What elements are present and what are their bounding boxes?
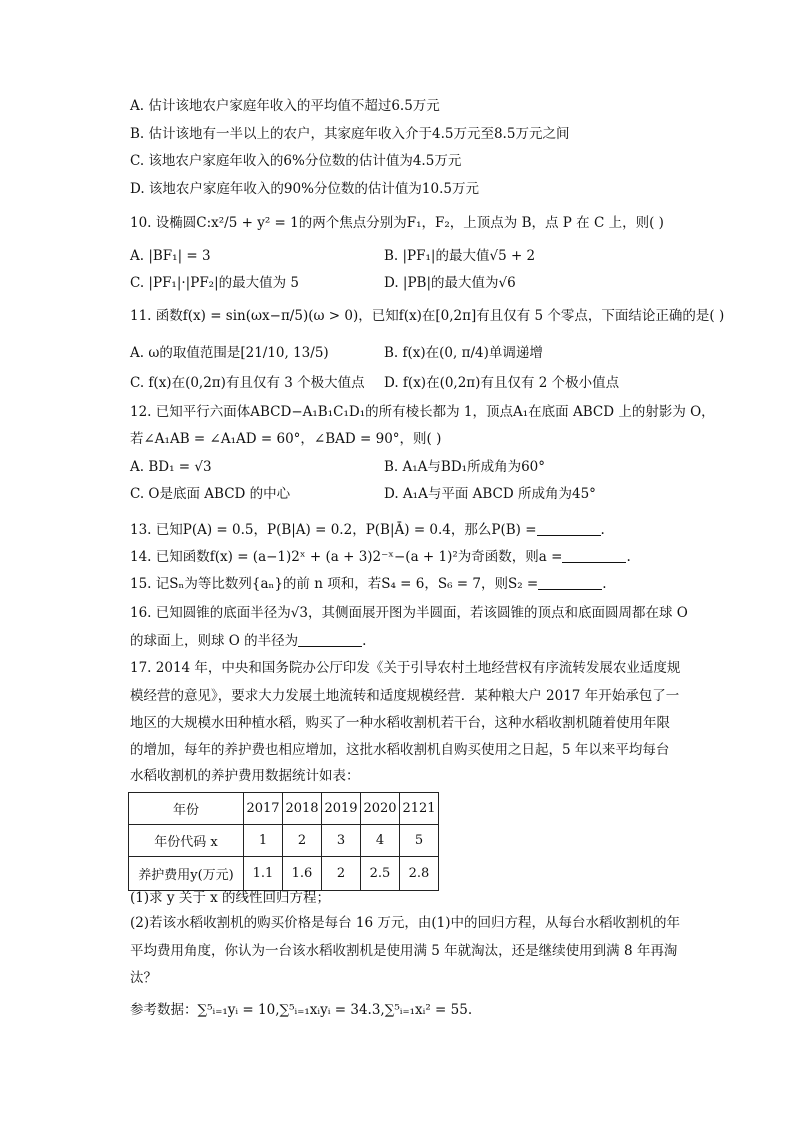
q16-text: 的球面上，则球 O 的半径为 xyxy=(130,633,299,649)
q17-part2-line3: 汰？ xyxy=(130,970,157,986)
answer-blank xyxy=(562,548,626,563)
q11-option-d: D. f(x)在(0,2π)有且仅有 2 个极小值点 xyxy=(384,375,620,391)
q14-text: 14. 已知函数f(x) = (a−1)2ˣ + (a + 3)2⁻ˣ−(a + 1)²为奇函数，则a = xyxy=(130,549,563,565)
q12-option-b: B. A₁A与BD₁所成角为60° xyxy=(384,459,545,475)
table-cell: 2 xyxy=(322,857,361,891)
table-cell: 2.5 xyxy=(361,857,400,891)
table-cell: 3 xyxy=(322,825,361,857)
q16-end: . xyxy=(362,633,367,649)
q9-option-a: A. 估计该地农户家庭年收入的平均值不超过6.5万元 xyxy=(130,98,440,114)
q13-line xyxy=(130,520,605,540)
q17-reference-data: 参考数据：∑⁵ᵢ₌₁yᵢ = 10,∑⁵ᵢ₌₁xᵢyᵢ = 34.3,∑⁵ᵢ₌₁xᵢ² = 55. xyxy=(130,1002,473,1018)
q15-end: . xyxy=(602,576,607,592)
q12-stem-line2: 若∠A₁AB = ∠A₁AD = 60°，∠BAD = 90°，则( ) xyxy=(130,431,442,447)
q17-line2: 模经营的意见》，要求大力发展土地流转和适度规模经营．某种粮大户 2017 年开始承包了一 xyxy=(130,688,680,704)
table-row xyxy=(129,825,439,857)
q9-option-b: B. 估计该地有一半以上的农户，其家庭年收入介于4.5万元至8.5万元之间 xyxy=(130,126,570,142)
q10-option-d: D. |PB|的最大值为√6 xyxy=(384,275,516,291)
q17-part2-line2: 平均费用角度，你认为一台该水稻收割机是使用满 5 年就淘汰，还是继续使用到满 8 年再淘 xyxy=(130,943,678,959)
q11-stem: 11. 函数f(x) = sin(ωx−π/5)(ω > 0)，已知f(x)在[0,2π]有且仅有 5 个零点，下面结论正确的是( ) xyxy=(130,308,725,324)
q10-stem: 10. 设椭圆C:x²/5 + y² = 1的两个焦点分别为F₁，F₂，上顶点为 B，点 P 在 C 上，则( ) xyxy=(130,215,664,231)
q17-part2-line1: (2)若该水稻收割机的购买价格是每台 16 万元，由(1)中的回归方程，从每台水稻收割机的年 xyxy=(130,915,681,931)
table-cell: 1.1 xyxy=(244,857,283,891)
q15-line xyxy=(130,574,607,594)
maintenance-cost-table xyxy=(128,792,439,891)
table-cell: 2019 xyxy=(322,793,361,825)
table-cell: 4 xyxy=(361,825,400,857)
table-cell: 5 xyxy=(400,825,439,857)
table-cell: 2018 xyxy=(283,793,322,825)
answer-blank xyxy=(298,632,362,647)
q10-option-c: C. |PF₁|·|PF₂|的最大值为 5 xyxy=(130,275,300,291)
table-cell: 2 xyxy=(283,825,322,857)
q13-text: 13. 已知P(A) = 0.5，P(B|A) = 0.2，P(B|Ā) = 0.4，那么P(B) = xyxy=(130,522,537,538)
q12-option-a: A. BD₁ = √3 xyxy=(130,459,212,475)
table-cell: 2121 xyxy=(400,793,439,825)
q16-line2 xyxy=(130,631,366,651)
q17-line5: 水稻收割机的养护费用数据统计如表： xyxy=(130,768,360,784)
table-cell: 2.8 xyxy=(400,857,439,891)
table-cell: 1 xyxy=(244,825,283,857)
q12-option-d: D. A₁A与平面 ABCD 所成角为45° xyxy=(384,486,596,502)
q9-option-c: C. 该地农户家庭年收入的6%分位数的估计值为4.5万元 xyxy=(130,153,462,169)
q9-option-d: D. 该地农户家庭年收入的90%分位数的估计值为10.5万元 xyxy=(130,181,479,197)
q16-line1: 16. 已知圆锥的底面半径为√3，其侧面展开图为半圆面，若该圆锥的顶点和底面圆周都在球 O xyxy=(130,605,688,621)
answer-blank xyxy=(537,521,601,536)
q15-text: 15. 记Sₙ为等比数列{aₙ}的前 n 项和，若S₄ = 6，S₆ = 7，则S₂ = xyxy=(130,576,539,592)
table-row xyxy=(129,793,439,825)
q12-stem-line1: 12. 已知平行六面体ABCD−A₁B₁C₁D₁的所有棱长都为 1，顶点A₁在底面 ABCD 上的射影为 O， xyxy=(130,404,715,420)
q17-part1: (1)求 y 关于 x 的线性回归方程； xyxy=(130,890,331,906)
q17-line4: 的增加，每年的养护费也相应增加，这批水稻收割机自购买使用之日起，5 年以来平均每台 xyxy=(130,742,670,758)
q11-option-b: B. f(x)在(0, π/4)单调递增 xyxy=(384,345,543,361)
table-row-label: 养护费用y(万元) xyxy=(129,857,244,891)
q10-option-b: B. |PF₁|的最大值√5 + 2 xyxy=(384,248,536,264)
q17-line3: 地区的大规模水田种植水稻，购买了一种水稻收割机若干台，这种水稻收割机随着使用年限 xyxy=(130,715,670,731)
table-cell: 2020 xyxy=(361,793,400,825)
table-cell: 2017 xyxy=(244,793,283,825)
q17-line1: 17. 2014 年，中央和国务院办公厅印发《关于引导农村土地经营权有序流转发展农业适度规 xyxy=(130,660,681,676)
table-row xyxy=(129,857,439,891)
q12-option-c: C. O是底面 ABCD 的中心 xyxy=(130,486,291,502)
q14-end: . xyxy=(626,549,631,565)
q11-option-a: A. ω的取值范围是[21/10, 13/5) xyxy=(130,345,329,361)
q11-option-c: C. f(x)在(0,2π)有且仅有 3 个极大值点 xyxy=(130,375,365,391)
table-cell: 1.6 xyxy=(283,857,322,891)
table-row-label: 年份 xyxy=(129,793,244,825)
q10-option-a: A. |BF₁| = 3 xyxy=(130,248,211,264)
q14-line xyxy=(130,547,631,567)
q13-end: . xyxy=(600,522,605,538)
table-row-label: 年份代码 x xyxy=(129,825,244,857)
answer-blank xyxy=(538,575,602,590)
